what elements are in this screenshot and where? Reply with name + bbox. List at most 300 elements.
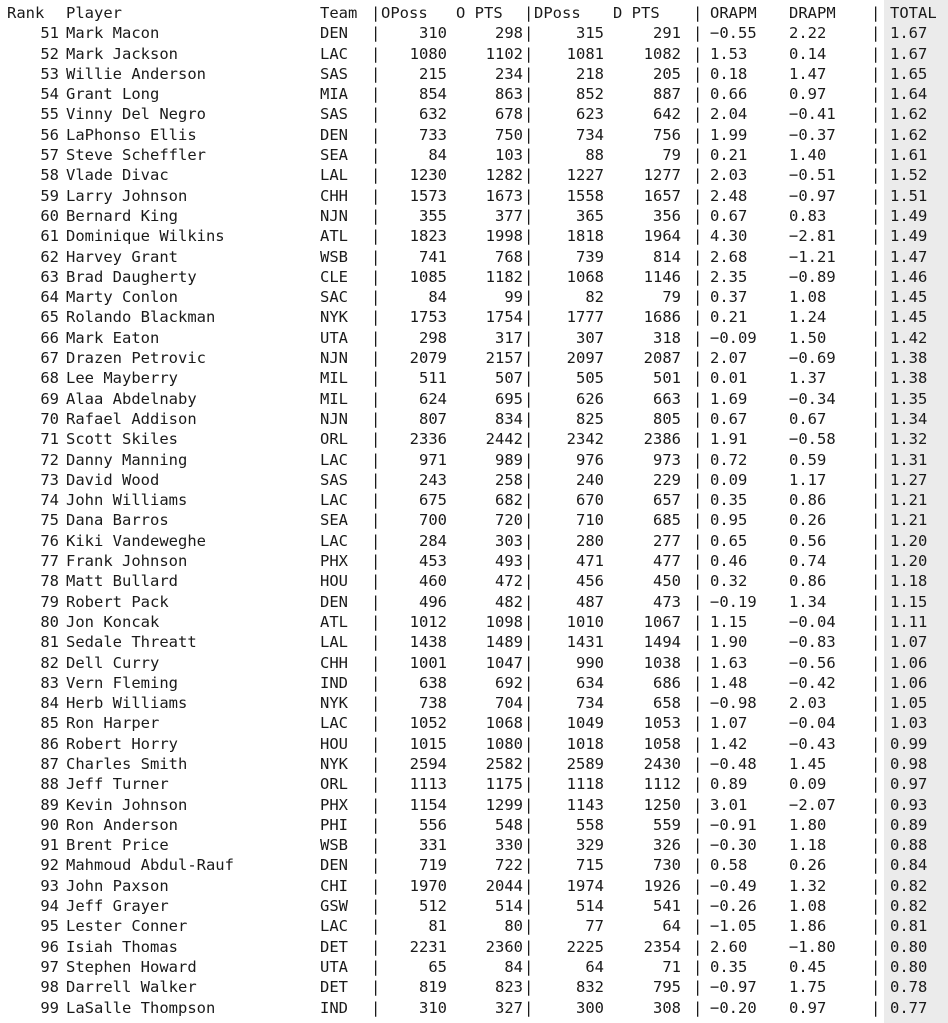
opts-cell: 303 [495,531,523,550]
drapm-cell: −1.80 [789,937,836,956]
total-cell: 0.80 [890,957,928,976]
column-separator: | [371,775,381,794]
rank-cell: 72 [40,450,59,469]
header-oposs: OPoss [381,4,428,22]
oposs-cell: 854 [419,85,447,104]
opts-cell: 1754 [485,308,523,327]
orapm-cell: 0.95 [710,511,748,530]
dposs-cell: 1118 [566,775,604,794]
table-row [0,510,948,530]
column-separator: | [524,775,534,794]
table-row [0,937,948,957]
total-cell: 1.61 [890,146,928,165]
total-cell: 0.77 [890,998,928,1017]
column-separator: | [371,44,381,63]
player-cell: Frank Johnson [66,552,188,571]
dposs-cell: 1431 [566,633,604,652]
column-separator: | [871,470,881,489]
header-separator: | [371,4,381,22]
column-separator: | [871,937,881,956]
orapm-cell: 0.35 [710,491,748,510]
oposs-cell: 675 [419,491,447,510]
column-separator: | [693,694,703,713]
table-row [0,774,948,794]
total-cell: 0.84 [890,856,928,875]
oposs-cell: 84 [428,146,447,165]
team-cell: LAC [320,450,348,469]
opts-cell: 768 [495,247,523,266]
oposs-cell: 496 [419,592,447,611]
total-cell: 1.45 [890,308,928,327]
drapm-cell: 1.45 [789,754,827,773]
table-row [0,490,948,510]
column-separator: | [871,430,881,449]
opts-cell: 750 [495,125,523,144]
column-separator: | [371,694,381,713]
table-row [0,612,948,632]
player-cell: Brad Daugherty [66,267,197,286]
column-separator: | [693,146,703,165]
column-separator: | [524,815,534,834]
oposs-cell: 1823 [409,227,447,246]
oposs-cell: 453 [419,552,447,571]
opts-cell: 377 [495,206,523,225]
dpts-cell: 1053 [643,714,681,733]
drapm-cell: 1.40 [789,146,827,165]
column-separator: | [524,714,534,733]
oposs-cell: 1438 [409,633,447,652]
header-player: Player [66,4,122,22]
rank-cell: 71 [40,430,59,449]
dposs-cell: 710 [576,511,604,530]
column-separator: | [693,633,703,652]
team-cell: PHX [320,795,348,814]
column-separator: | [871,856,881,875]
drapm-cell: −0.42 [789,673,836,692]
table-row [0,64,948,84]
player-cell: Brent Price [66,836,169,855]
column-separator: | [371,288,381,307]
player-cell: Mark Macon [66,24,160,43]
player-cell: Willie Anderson [66,64,206,83]
orapm-cell: 0.21 [710,146,748,165]
opts-cell: 258 [495,470,523,489]
total-cell: 1.38 [890,369,928,388]
column-separator: | [524,694,534,713]
column-separator: | [524,491,534,510]
team-cell: LAC [320,531,348,550]
table-row [0,815,948,835]
drapm-cell: 1.18 [789,836,827,855]
dpts-cell: 1067 [643,612,681,631]
opts-cell: 548 [495,815,523,834]
player-cell: Robert Pack [66,592,169,611]
total-cell: 1.49 [890,206,928,225]
table-row [0,267,948,287]
dpts-cell: 1112 [643,775,681,794]
header-separator: | [524,4,534,22]
oposs-cell: 284 [419,531,447,550]
drapm-cell: 1.86 [789,917,827,936]
opts-cell: 1182 [485,267,523,286]
dposs-cell: 825 [576,409,604,428]
column-separator: | [371,491,381,510]
rank-cell: 68 [40,369,59,388]
dposs-cell: 456 [576,572,604,591]
rank-cell: 92 [40,856,59,875]
oposs-cell: 1230 [409,166,447,185]
header-separator: | [871,4,881,22]
oposs-cell: 1085 [409,267,447,286]
orapm-cell: 0.66 [710,85,748,104]
column-separator: | [524,572,534,591]
player-cell: Mark Jackson [66,44,178,63]
rank-cell: 91 [40,836,59,855]
column-separator: | [693,64,703,83]
total-cell: 1.46 [890,267,928,286]
table-row [0,916,948,936]
team-cell: GSW [320,897,348,916]
column-separator: | [371,227,381,246]
column-separator: | [871,206,881,225]
dpts-cell: 1082 [643,44,681,63]
rank-cell: 66 [40,328,59,347]
dposs-cell: 280 [576,531,604,550]
oposs-cell: 1113 [409,775,447,794]
rank-cell: 81 [40,633,59,652]
dpts-cell: 1038 [643,653,681,672]
column-separator: | [371,186,381,205]
dposs-cell: 1081 [566,44,604,63]
orapm-cell: 2.04 [710,105,748,124]
drapm-cell: 0.26 [789,511,827,530]
team-cell: IND [320,673,348,692]
dposs-cell: 1558 [566,186,604,205]
oposs-cell: 638 [419,673,447,692]
column-separator: | [524,734,534,753]
team-cell: DEN [320,24,348,43]
drapm-cell: 0.97 [789,998,827,1017]
total-cell: 1.45 [890,288,928,307]
table-row [0,876,948,896]
player-cell: John Williams [66,491,188,510]
orapm-cell: 1.53 [710,44,748,63]
table-row [0,977,948,997]
column-separator: | [371,105,381,124]
column-separator: | [371,389,381,408]
drapm-cell: 0.86 [789,491,827,510]
team-cell: SAS [320,105,348,124]
dposs-cell: 2342 [566,430,604,449]
column-separator: | [693,653,703,672]
total-cell: 1.07 [890,633,928,652]
oposs-cell: 2231 [409,937,447,956]
total-cell: 1.42 [890,328,928,347]
column-separator: | [693,430,703,449]
table-row [0,186,948,206]
orapm-cell: 0.09 [710,470,748,489]
rank-cell: 94 [40,897,59,916]
dpts-cell: 756 [653,125,681,144]
column-separator: | [371,450,381,469]
header-orapm: ORAPM [710,4,757,22]
player-cell: Ron Harper [66,714,160,733]
total-cell: 0.88 [890,836,928,855]
column-separator: | [871,734,881,753]
column-separator: | [693,125,703,144]
orapm-cell: −0.97 [710,978,757,997]
column-separator: | [693,85,703,104]
player-cell: Kevin Johnson [66,795,188,814]
rank-cell: 69 [40,389,59,408]
column-separator: | [693,349,703,368]
column-separator: | [524,369,534,388]
player-cell: Marty Conlon [66,288,178,307]
total-cell: 0.89 [890,815,928,834]
column-separator: | [371,714,381,733]
column-separator: | [693,856,703,875]
dposs-cell: 976 [576,450,604,469]
player-cell: Kiki Vandeweghe [66,531,206,550]
player-cell: Charles Smith [66,754,188,773]
dposs-cell: 1018 [566,734,604,753]
table-row [0,287,948,307]
column-separator: | [871,552,881,571]
table-row [0,389,948,409]
table-row [0,713,948,733]
drapm-cell: −2.81 [789,227,836,246]
player-cell: Mark Eaton [66,328,160,347]
orapm-cell: 2.68 [710,247,748,266]
table-row [0,409,948,429]
dpts-cell: 291 [653,24,681,43]
dposs-cell: 670 [576,491,604,510]
dposs-cell: 64 [585,957,604,976]
column-separator: | [693,328,703,347]
oposs-cell: 1970 [409,876,447,895]
dpts-cell: 1250 [643,795,681,814]
column-separator: | [371,146,381,165]
orapm-cell: 1.63 [710,653,748,672]
drapm-cell: −0.43 [789,734,836,753]
rank-cell: 56 [40,125,59,144]
drapm-cell: −0.04 [789,714,836,733]
column-separator: | [871,714,881,733]
table-row [0,429,948,449]
column-separator: | [371,612,381,631]
dpts-cell: 685 [653,511,681,530]
player-cell: Alaa Abdelnaby [66,389,197,408]
column-separator: | [871,24,881,43]
column-separator: | [524,856,534,875]
column-separator: | [871,633,881,652]
dpts-cell: 2430 [643,754,681,773]
column-separator: | [371,856,381,875]
column-separator: | [524,917,534,936]
total-cell: 0.93 [890,795,928,814]
column-separator: | [693,105,703,124]
drapm-cell: −0.97 [789,186,836,205]
table-row [0,84,948,104]
player-cell: Danny Manning [66,450,188,469]
dpts-cell: 1686 [643,308,681,327]
column-separator: | [693,775,703,794]
dpts-cell: 559 [653,815,681,834]
team-cell: LAL [320,166,348,185]
column-separator: | [871,64,881,83]
total-cell: 1.62 [890,105,928,124]
rank-cell: 65 [40,308,59,327]
dposs-cell: 623 [576,105,604,124]
drapm-cell: 0.14 [789,44,827,63]
column-separator: | [371,754,381,773]
rank-cell: 89 [40,795,59,814]
column-separator: | [871,227,881,246]
total-cell: 1.64 [890,85,928,104]
total-cell: 1.03 [890,714,928,733]
team-cell: NJN [320,409,348,428]
dpts-cell: 730 [653,856,681,875]
column-separator: | [524,937,534,956]
column-separator: | [693,186,703,205]
column-separator: | [693,795,703,814]
dposs-cell: 715 [576,856,604,875]
orapm-cell: 0.37 [710,288,748,307]
dposs-cell: 832 [576,978,604,997]
column-separator: | [524,633,534,652]
oposs-cell: 719 [419,856,447,875]
total-cell: 1.27 [890,470,928,489]
dpts-cell: 795 [653,978,681,997]
drapm-cell: 1.47 [789,64,827,83]
orapm-cell: −0.20 [710,998,757,1017]
oposs-cell: 733 [419,125,447,144]
dpts-cell: 79 [662,146,681,165]
column-separator: | [371,653,381,672]
dpts-cell: 1657 [643,186,681,205]
orapm-cell: 1.90 [710,633,748,652]
dpts-cell: 973 [653,450,681,469]
column-separator: | [693,227,703,246]
rank-cell: 53 [40,64,59,83]
team-cell: NYK [320,754,348,773]
opts-cell: 678 [495,105,523,124]
column-separator: | [871,917,881,936]
column-separator: | [524,64,534,83]
opts-cell: 1282 [485,166,523,185]
player-cell: Vinny Del Negro [66,105,206,124]
rank-cell: 82 [40,653,59,672]
drapm-cell: 0.59 [789,450,827,469]
column-separator: | [371,511,381,530]
orapm-cell: 1.48 [710,673,748,692]
rank-cell: 95 [40,917,59,936]
dposs-cell: 471 [576,552,604,571]
header-rank: Rank [7,4,45,22]
orapm-cell: 0.21 [710,308,748,327]
oposs-cell: 1001 [409,653,447,672]
column-separator: | [693,937,703,956]
rank-cell: 78 [40,572,59,591]
team-cell: MIL [320,389,348,408]
column-separator: | [693,206,703,225]
column-separator: | [693,957,703,976]
dposs-cell: 514 [576,897,604,916]
column-separator: | [871,389,881,408]
column-separator: | [871,105,881,124]
dpts-cell: 814 [653,247,681,266]
opts-cell: 2157 [485,349,523,368]
dpts-cell: 277 [653,531,681,550]
column-separator: | [693,491,703,510]
rank-cell: 64 [40,288,59,307]
drapm-cell: 1.17 [789,470,827,489]
drapm-cell: 0.56 [789,531,827,550]
total-cell: 0.78 [890,978,928,997]
player-cell: LaSalle Thompson [66,998,216,1017]
column-separator: | [371,917,381,936]
total-cell: 1.21 [890,511,928,530]
drapm-cell: 1.34 [789,592,827,611]
drapm-cell: 1.32 [789,876,827,895]
rank-cell: 86 [40,734,59,753]
team-cell: PHX [320,552,348,571]
drapm-cell: 1.80 [789,815,827,834]
drapm-cell: −0.83 [789,633,836,652]
orapm-cell: 3.01 [710,795,748,814]
column-separator: | [524,389,534,408]
player-cell: Lee Mayberry [66,369,178,388]
total-cell: 1.67 [890,44,928,63]
column-separator: | [693,998,703,1017]
oposs-cell: 738 [419,694,447,713]
dpts-cell: 2386 [643,430,681,449]
rankings-table [0,3,948,1018]
oposs-cell: 310 [419,24,447,43]
team-cell: LAC [320,491,348,510]
column-separator: | [871,511,881,530]
total-cell: 1.15 [890,592,928,611]
column-separator: | [693,24,703,43]
column-separator: | [693,673,703,692]
oposs-cell: 298 [419,328,447,347]
opts-cell: 695 [495,389,523,408]
drapm-cell: 2.22 [789,24,827,43]
column-separator: | [371,998,381,1017]
orapm-cell: 2.07 [710,349,748,368]
column-separator: | [871,775,881,794]
opts-cell: 317 [495,328,523,347]
column-separator: | [693,44,703,63]
oposs-cell: 624 [419,389,447,408]
orapm-cell: 1.91 [710,430,748,449]
dpts-cell: 2354 [643,937,681,956]
table-row [0,551,948,571]
opts-cell: 1047 [485,653,523,672]
column-separator: | [524,146,534,165]
oposs-cell: 819 [419,978,447,997]
column-separator: | [371,552,381,571]
dposs-cell: 734 [576,694,604,713]
column-separator: | [524,247,534,266]
column-separator: | [871,694,881,713]
column-separator: | [871,795,881,814]
player-cell: Jeff Turner [66,775,169,794]
drapm-cell: 0.83 [789,206,827,225]
player-cell: Scott Skiles [66,430,178,449]
oposs-cell: 511 [419,369,447,388]
opts-cell: 1673 [485,186,523,205]
